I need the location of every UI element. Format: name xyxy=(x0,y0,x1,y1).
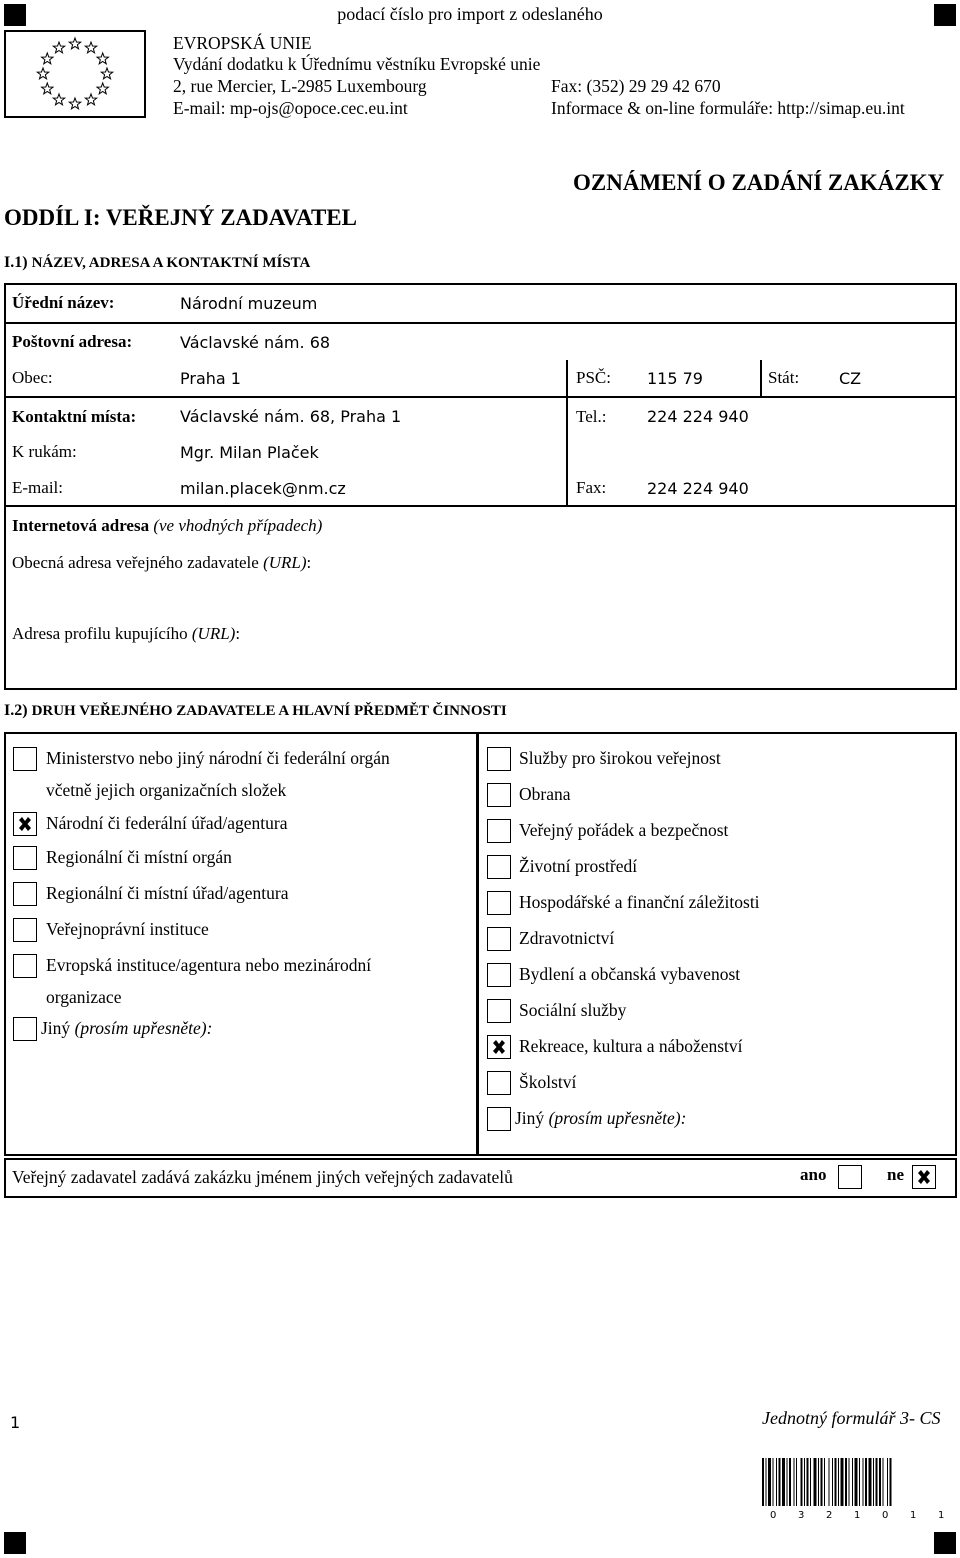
barcode-bar xyxy=(845,1458,847,1506)
contact-points-label: Kontaktní místa: xyxy=(12,407,137,426)
eu-star-icon xyxy=(53,42,64,53)
official-name-label: Úřední název: xyxy=(12,293,115,312)
barcode-bar xyxy=(794,1458,795,1506)
main-activity-label: Obrana xyxy=(519,784,571,804)
city-value: Praha 1 xyxy=(180,369,241,388)
org-info-link[interactable]: Informace & on-line formuláře: http://simap.eu.int xyxy=(551,98,905,118)
main-activity-checkbox[interactable] xyxy=(487,747,511,771)
attention-label: K rukám: xyxy=(12,442,77,461)
barcode-bar xyxy=(829,1458,830,1506)
barcode-bar xyxy=(887,1458,888,1506)
main-activity-label: Jiný (prosím upřesněte): xyxy=(515,1108,687,1128)
corner-mark-bottom-left xyxy=(4,1532,26,1554)
barcode-bar xyxy=(776,1458,777,1506)
divider xyxy=(4,505,957,507)
authority-type-checkbox[interactable] xyxy=(13,954,37,978)
barcode-bar xyxy=(821,1458,823,1506)
barcode-digit: 1 xyxy=(910,1510,917,1521)
barcode-bar xyxy=(879,1458,881,1506)
divider xyxy=(4,396,957,398)
main-activity-checkbox[interactable] xyxy=(487,1035,511,1059)
barcode-bar xyxy=(810,1458,811,1506)
org-address: 2, rue Mercier, L-2985 Luxembourg xyxy=(173,76,427,96)
authority-type-checkbox[interactable] xyxy=(13,747,37,771)
barcode-bar xyxy=(796,1458,797,1506)
barcode-bar xyxy=(863,1458,864,1506)
authority-type-label: Veřejnoprávní instituce xyxy=(46,919,209,939)
barcode-bar xyxy=(773,1458,774,1506)
barcode xyxy=(760,1458,950,1522)
behalf-question: Veřejný zadavatel zadává zakázku jménem jiných veřejných zadavatelů xyxy=(12,1167,513,1187)
barcode-bar xyxy=(768,1458,771,1506)
main-activity-checkbox[interactable] xyxy=(487,1071,511,1095)
form-title: OZNÁMENÍ O ZADÁNÍ ZAKÁZKY xyxy=(573,170,945,195)
barcode-bar xyxy=(876,1458,878,1506)
buyer-profile-url-label: Adresa profilu kupujícího (URL): xyxy=(12,624,241,643)
form-name: Jednotný formulář 3- CS xyxy=(762,1408,941,1428)
barcode-bar xyxy=(824,1458,825,1506)
authority-type-checkbox[interactable] xyxy=(13,812,37,836)
barcode-bar xyxy=(890,1458,892,1506)
eu-star-icon xyxy=(97,83,108,94)
divider xyxy=(760,360,762,398)
main-activity-label: Sociální služby xyxy=(519,1000,627,1020)
eu-flag-icon xyxy=(4,30,146,118)
authority-type-checkbox[interactable] xyxy=(13,846,37,870)
barcode-bar xyxy=(804,1458,805,1506)
general-url-label: Obecná adresa veřejného zadavatele (URL): xyxy=(12,553,312,572)
zip-value: 115 79 xyxy=(647,369,703,388)
main-activity-checkbox[interactable] xyxy=(487,1107,511,1131)
fax-value: 224 224 940 xyxy=(647,479,749,498)
barcode-bar xyxy=(801,1458,803,1506)
barcode-bar xyxy=(835,1458,837,1506)
org-fax: Fax: (352) 29 29 42 670 xyxy=(551,76,721,96)
main-activity-label: Školství xyxy=(519,1072,577,1092)
main-activity-label: Rekreace, kultura a náboženství xyxy=(519,1036,743,1056)
barcode-bar xyxy=(865,1458,867,1506)
email-value[interactable]: milan.placek@nm.cz xyxy=(180,479,346,498)
barcode-digit: 1 xyxy=(938,1510,945,1521)
corner-mark-bottom-right xyxy=(934,1532,956,1554)
org-publication: Vydání dodatku k Úřednímu věstníku Evropské unie xyxy=(173,54,541,74)
main-activity-checkbox[interactable] xyxy=(487,963,511,987)
import-title: podací číslo pro import z odeslaného xyxy=(337,4,603,24)
eu-star-icon xyxy=(101,68,112,79)
postal-address-label: Poštovní adresa: xyxy=(12,332,133,351)
fax-label: Fax: xyxy=(576,478,607,497)
barcode-bar xyxy=(859,1458,860,1506)
section-1-2-heading: I.2) DRUH VEŘEJNÉHO ZADAVATELE A HLAVNÍ PŘEDMĚT ČINNOSTI xyxy=(4,702,507,719)
main-activity-label: Služby pro širokou veřejnost xyxy=(519,748,721,768)
barcode-bar xyxy=(762,1458,764,1506)
barcode-bar xyxy=(787,1458,788,1506)
main-activity-checkbox[interactable] xyxy=(487,999,511,1023)
eu-star-icon xyxy=(69,98,80,109)
internet-address-heading: Internetová adresa (ve vhodných případech) xyxy=(12,516,323,535)
main-activity-checkbox[interactable] xyxy=(487,927,511,951)
section-1-1-heading: I.1) NÁZEV, ADRESA A KONTAKTNÍ MÍSTA xyxy=(4,254,311,271)
official-name-value: Národní muzeum xyxy=(180,294,318,313)
zip-label: PSČ: xyxy=(576,368,611,387)
main-activity-label: Veřejný pořádek a bezpečnost xyxy=(519,820,729,840)
eu-star-icon xyxy=(53,94,64,105)
eu-star-icon xyxy=(69,38,80,49)
barcode-bar xyxy=(779,1458,781,1506)
org-name: EVROPSKÁ UNIE xyxy=(173,33,312,53)
authority-type-label: organizace xyxy=(46,987,122,1007)
yes-checkbox[interactable] xyxy=(838,1165,862,1189)
authority-type-label: Regionální či místní orgán xyxy=(46,847,232,867)
authority-type-checkbox[interactable] xyxy=(13,918,37,942)
divider xyxy=(566,360,568,506)
main-activity-checkbox[interactable] xyxy=(487,891,511,915)
barcode-bar xyxy=(766,1458,767,1506)
main-activity-checkbox[interactable] xyxy=(487,855,511,879)
eu-star-icon xyxy=(42,53,53,64)
attention-value: Mgr. Milan Plaček xyxy=(180,443,319,462)
eu-star-icon xyxy=(37,68,48,79)
authority-type-label: Ministerstvo nebo jiný národní či federální orgán xyxy=(46,748,390,768)
main-activity-checkbox[interactable] xyxy=(487,783,511,807)
barcode-bar xyxy=(807,1458,809,1506)
divider xyxy=(476,732,479,1156)
email-label: E-mail: xyxy=(12,478,63,497)
yes-label: ano xyxy=(800,1165,827,1184)
authority-type-label: Evropská instituce/agentura nebo mezinárodní xyxy=(46,955,372,975)
tel-label: Tel.: xyxy=(576,407,607,426)
barcode-bar xyxy=(789,1458,791,1506)
barcode-bar xyxy=(832,1458,833,1506)
authority-type-checkbox[interactable] xyxy=(13,1017,37,1041)
eu-star-icon xyxy=(42,83,53,94)
country-label: Stát: xyxy=(768,368,800,387)
check-x-icon xyxy=(17,816,33,832)
section-title: ODDÍL I: VEŘEJNÝ ZADAVATEL xyxy=(4,205,357,230)
contact-points-value: Václavské nám. 68, Praha 1 xyxy=(180,407,402,426)
barcode-digit: 1 xyxy=(854,1510,861,1521)
postal-address-value: Václavské nám. 68 xyxy=(180,333,331,352)
main-activity-label: Životní prostředí xyxy=(519,856,638,876)
eu-star-icon xyxy=(97,53,108,64)
barcode-bar xyxy=(814,1458,817,1506)
barcode-bar xyxy=(838,1458,839,1506)
page-number: 1 xyxy=(10,1413,21,1432)
org-email: E-mail: mp-ojs@opoce.cec.eu.int xyxy=(173,98,408,118)
no-label: ne xyxy=(887,1165,904,1184)
main-activity-label: Bydlení a občanská vybavenost xyxy=(519,964,741,984)
main-activity-label: Zdravotnictví xyxy=(519,928,615,948)
barcode-bar xyxy=(818,1458,819,1506)
barcode-bar xyxy=(873,1458,874,1506)
barcode-bar xyxy=(782,1458,785,1506)
main-activity-checkbox[interactable] xyxy=(487,819,511,843)
authority-type-label: Regionální či místní úřad/agentura xyxy=(46,883,289,903)
barcode-digit: 0 xyxy=(882,1510,889,1521)
check-x-icon xyxy=(491,1039,507,1055)
authority-type-checkbox[interactable] xyxy=(13,882,37,906)
main-activity-label: Hospodářské a finanční záležitosti xyxy=(519,892,760,912)
barcode-bar xyxy=(841,1458,844,1506)
divider xyxy=(4,322,957,324)
barcode-bar xyxy=(869,1458,872,1506)
barcode-bar xyxy=(883,1458,884,1506)
country-value: CZ xyxy=(839,369,862,388)
tel-value: 224 224 940 xyxy=(647,407,749,426)
barcode-bar xyxy=(852,1458,853,1506)
barcode-digit: 0 xyxy=(770,1510,777,1521)
barcode-digit: 3 xyxy=(798,1510,805,1521)
city-label: Obec: xyxy=(12,368,53,387)
authority-type-label: Národní či federální úřad/agentura xyxy=(46,813,288,833)
check-x-icon xyxy=(916,1169,932,1185)
authority-type-label: včetně jejich organizačních složek xyxy=(46,780,287,800)
barcode-bar xyxy=(849,1458,850,1506)
barcode-digit: 2 xyxy=(826,1510,833,1521)
eu-star-icon xyxy=(85,94,96,105)
authority-type-label: Jiný (prosím upřesněte): xyxy=(41,1018,213,1038)
eu-star-icon xyxy=(85,42,96,53)
no-checkbox[interactable] xyxy=(912,1165,936,1189)
barcode-bar xyxy=(855,1458,858,1506)
